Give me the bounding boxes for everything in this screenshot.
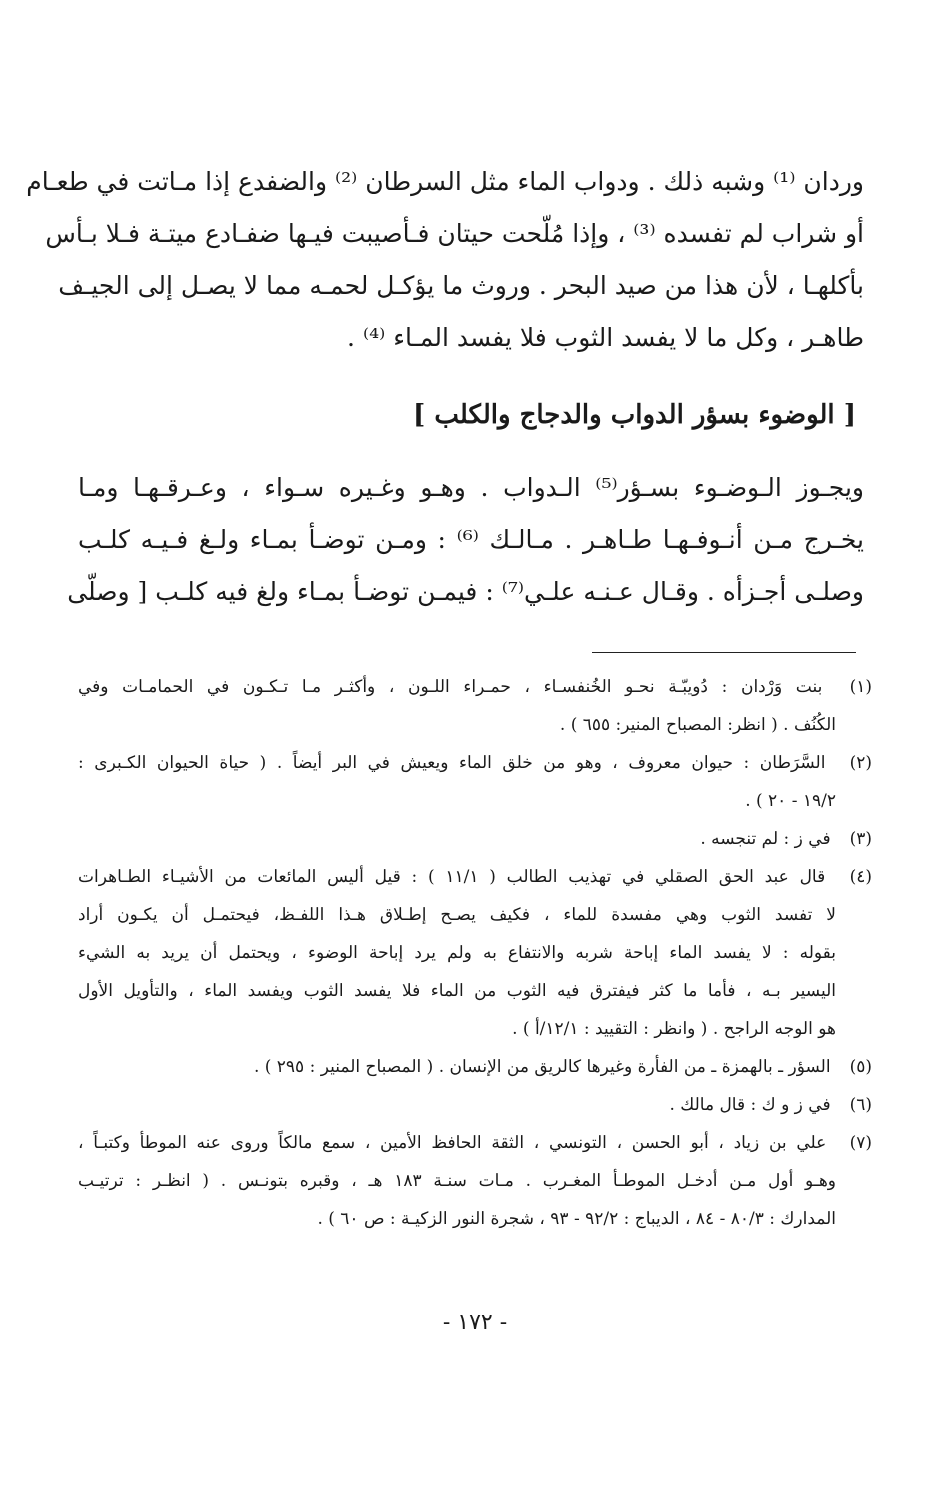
footnote-number: (٥) <box>849 1057 872 1077</box>
footnote-line: المدارك : ٨٠/٣ - ٨٤ ، الديباج : ٩٢/٢ - ٩٣ ، شجرة النور الزكيـة : ص ٦٠ ) . <box>317 1209 836 1229</box>
text-line: أو شراب لم تفسده ⁽³⁾ ، وإذا مُلّحت حيتان فـأصيبت فيـها ضفـادع ميتـة فـلا بـأس <box>45 219 864 248</box>
footnote-number: (٢) <box>849 753 872 773</box>
text-line: يخـرج مـن أنـوفـهـا طـاهـر . مـالـك ⁽⁶⁾ : ومـن توضـأ بمـاء ولـغ فـيـه كلـب <box>78 525 865 554</box>
footnote-number: (١) <box>849 677 872 697</box>
text-line: وصلـى أجـزأه . وقـال عـنـه علـي⁽⁷⁾ : فيمـن توضـأ بمـاء ولغ فيه كلـب [ وصلّى <box>67 577 864 606</box>
section-heading: [ الوضوء بسؤر الدواب والدجاج والكلب ] <box>412 400 856 430</box>
footnote-number: (٤) <box>849 867 872 887</box>
footnote-line: ١٩/٢ - ٢٠ ) . <box>745 791 836 811</box>
footnote-line: لا تفسد الثوب وهي مفسدة للماء ، فكيف يصـح إطـلاق هـذا اللفـظ، فيحتمـل أن يكـون أراد <box>78 905 836 925</box>
main-paragraph-2 <box>67 462 865 618</box>
footnote-line <box>78 1124 872 1162</box>
footnote-line: هو الوجه الراجح . ( وانظر : التقييد : ١٢/١/أ ) . <box>512 1019 836 1039</box>
text-line: طاهـر ، وكل ما لا يفسد الثوب فلا يفسد المـاء ⁽⁴⁾ . <box>347 323 864 352</box>
footnote-text: علي بن زياد ، أبو الحسن ، التونسي ، الثقة الحافظ الأمين ، سمع مالكاً وروى عنه الموطأ وكتبـاً ، <box>78 1133 827 1153</box>
footnote-line: وهـو أول مـن أدخـل الموطـأ المغـرب . مـات سنـة ١٨٣ هـ ، وقبره بتونـس . ( انظـر : ترتيـب <box>78 1171 836 1191</box>
footnote-separator <box>592 652 856 653</box>
page-number: - ١٧٢ - <box>442 1310 508 1335</box>
footnote-line <box>78 820 872 858</box>
text-line: ويجـوز الـوضـوء بسـؤر⁽⁵⁾ الـدواب . وهـو وغـيره سـواء ، وعـرقـهـا ومـا <box>78 473 864 502</box>
footnote-line: الكُنُف . ( انظر: المصباح المنير: ٦٥٥ ) . <box>559 715 836 735</box>
footnote-number: (٧) <box>849 1133 872 1153</box>
main-paragraph-1 <box>26 156 864 364</box>
footnote-text: السؤر ـ بالهمزة ـ من الفأرة وغيرها كالريق من الإنسان . ( المصباح المنير : ٢٩٥ ) . <box>253 1057 831 1077</box>
footnote-text: في ز و ك : قال مالك . <box>669 1095 831 1115</box>
footnote-line: اليسير بـه ، فأما ما كثر فيفترق فيه الثوب من الماء فلا يفسد الثوب ويفسد الماء ، والتأويل الأول <box>78 981 836 1001</box>
footnote-text: السَّرَطان : حيوان معروف ، وهو من خلق الماء ويعيش في البر أيضاً . ( حياة الحيوان الكـبرى : <box>78 753 826 773</box>
footnotes <box>78 668 872 1238</box>
footnote-line <box>78 668 872 706</box>
footnote-line: بقوله : لا يفسد الماء إباحة شربه والانتفاع به ولم يرد إباحة الوضوء ، ويحتمل أن يريد به الشيء <box>78 943 836 963</box>
footnote-text: في ز : لم تنجسه . <box>700 829 831 849</box>
footnote-line <box>78 744 872 782</box>
footnote-number: (٦) <box>849 1095 872 1115</box>
footnote-line <box>78 1086 872 1124</box>
footnote-line <box>78 1048 872 1086</box>
footnote-number: (٣) <box>849 829 872 849</box>
text-line: وردان ⁽¹⁾ وشبه ذلك . ودواب الماء مثل السرطان ⁽²⁾ والضفدع إذا مـاتت في طعـام <box>26 167 864 196</box>
footnote-text: بنت وَرْدان : دُويبّـة نحـو الخُنفسـاء ، حمـراء اللـون ، وأكثـر مـا تـكـون في الحمامـات وفي <box>78 677 823 697</box>
footnote-line <box>78 858 872 896</box>
text-line: بأكلهـا ، لأن هذا من صيد البحر . وروث ما يؤكـل لحمـه مما لا يصـل إلى الجيـف <box>58 271 864 300</box>
footnote-text: قال عبد الحق الصقلي في تهذيب الطالب ( ١١/١ ) : قيل أليس المائعات من الأشيـاء الطـاهرات <box>78 867 826 887</box>
